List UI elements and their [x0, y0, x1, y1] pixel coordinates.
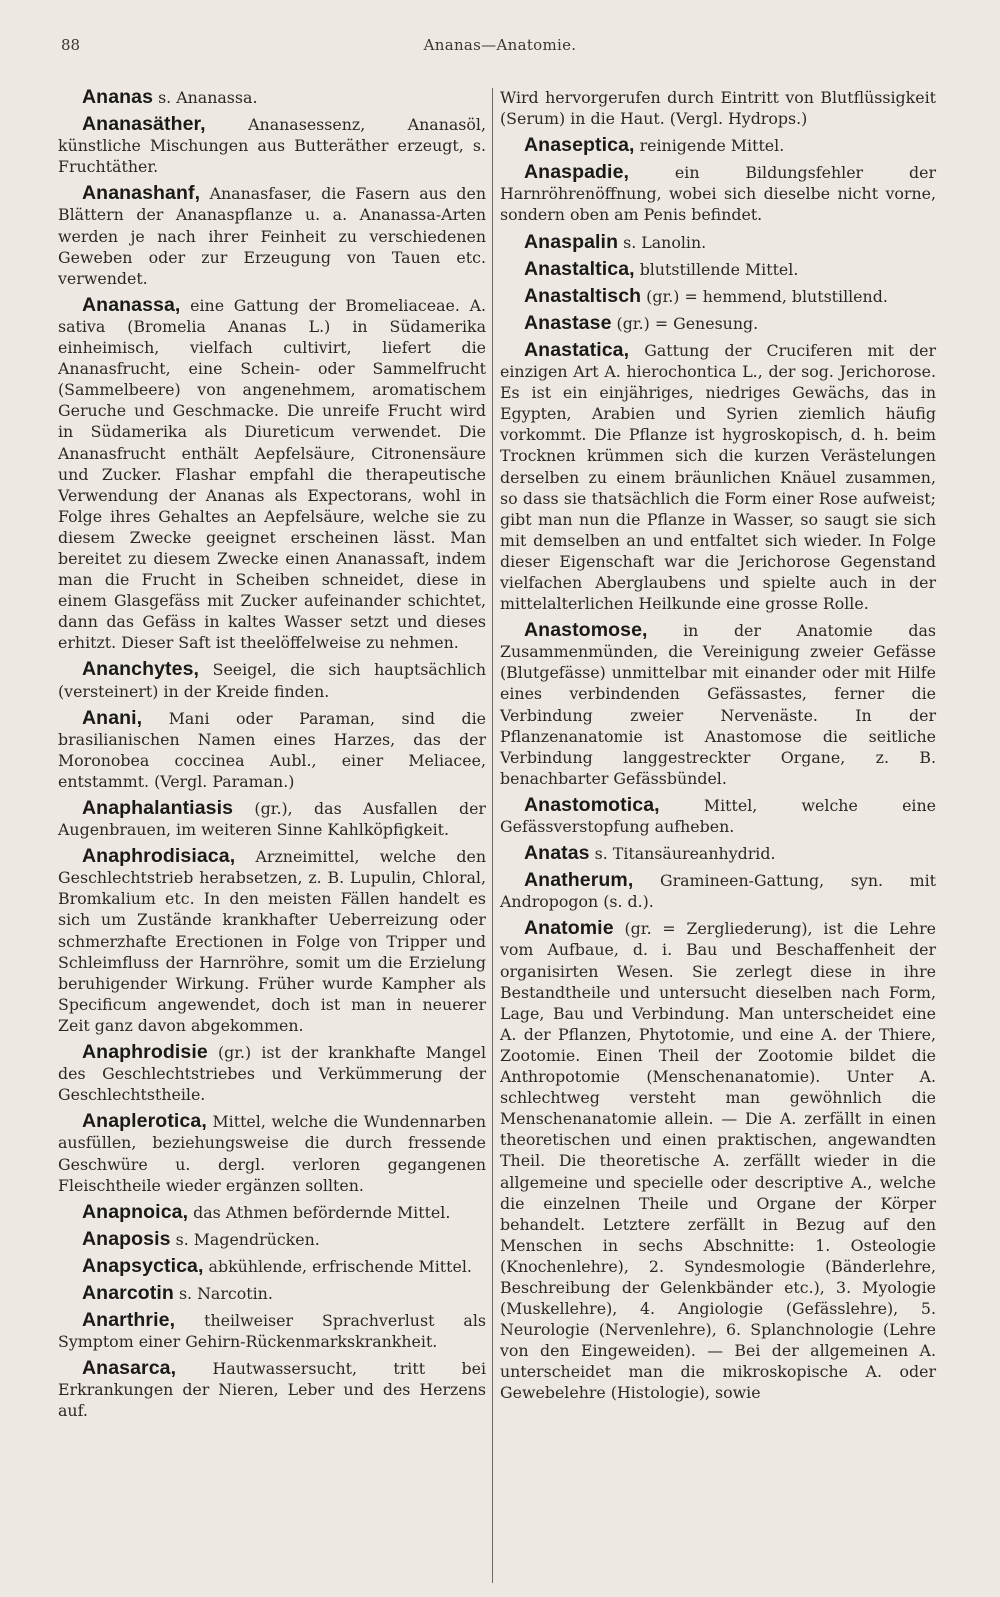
headword: Anaplerotica, [82, 1110, 207, 1133]
entry-text: Mani oder Paraman, sind die brasilianischen Namen eines Harzes, das der Moronobea coccinea Aubl., einer Meliacee, entstammt. (Vergl. Paraman.) [58, 708, 486, 791]
entry-text: Ananasfaser, die Fasern aus den Blättern der Ananaspflanze u. a. Ananassa-Arten werden je nach ihrer Feinheit zu verschiedenen Geweben oder zur Erzeugung von Tauen etc. verwendet. [58, 184, 486, 288]
headword: Anaposis [82, 1227, 171, 1250]
running-header [58, 36, 942, 60]
headword: Ananashanf, [82, 182, 201, 205]
entry-anatomie [500, 918, 936, 1403]
entry-text: (gr. = Zergliederung), ist die Lehre vom Aufbaue, d. i. Bau und Beschaffenheit der organisirten Wesen. Sie zerlegt diese in ihre Bestandtheile und untersucht dieselben nach Form, Lage, Bau und Verbindung. Man unterscheidet eine A. der Pflanzen, Phytotomie, und eine A. der Thiere, Zootomie. Einen Theil der Zootomie bildet die Anthropotomie (Menschenanatomie). Unter A. schlechtweg versteht man gewöhnlich die Menschenanatomie allein. — Die A. zerfällt in einen theoretischen und einen praktischen, angewandten Theil. Die theoretische A. zerfällt wieder in die allgemeine und specielle oder descriptive A., welche die einzelnen Theile und Organe der Körper behandelt. Letztere zerfällt in Bezug auf den Menschen in sechs Abschnitte: 1. Osteologie (Knochenlehre), 2. Syndesmologie (Bänderlehre, Beschreibung der Gelenkbänder etc.), 3. Myologie (Muskellehre), 4. Angiologie (Gefässlehre), 5. Neurologie (Nervenlehre), 6. Splanchnologie (Lehre von den Eingeweiden). — Bei der allgemeinen A. unterscheidet man die mikroskopische A. oder Gewebelehre (Histologie), sowie [500, 919, 936, 1403]
headword: Anaseptica, [524, 134, 635, 157]
headword: Anaphrodisie [82, 1041, 208, 1064]
entry-anasarca-continued [500, 87, 936, 129]
entry-anasarca [58, 1358, 486, 1421]
headword: Anaspalin [524, 230, 619, 253]
headword: Anastaltisch [524, 284, 642, 307]
headword: Ananas [82, 86, 154, 108]
headword: Anani, [82, 706, 143, 729]
headword: Anastomotica, [524, 793, 660, 816]
entry-anaspalin [500, 232, 936, 253]
headword: Anarcotin [82, 1281, 174, 1304]
entry-text: s. Titansäureanhydrid. [589, 844, 776, 864]
entry-text: blutstillende Mittel. [634, 259, 799, 279]
entry-text: reinigende Mittel. [634, 136, 785, 156]
headword: Anastomose, [524, 619, 648, 642]
entry-anaphrodisie [58, 1042, 486, 1105]
headword: Anarthrie, [82, 1309, 176, 1332]
entry-anatherum [500, 870, 936, 912]
entry-text: Arzneimittel, welche den Geschlechtstrieb herabsetzen, z. B. Lupulin, Chloral, Bromkalium etc. In den meisten Fällen handelt es sich um Zustände krankhafter Ueberreizung oder schmerzhafte Erectionen in Folge von Tripper und Schleimfluss der Harnröhre, somit um die Erzielung beruhigender Wirkung. Früher wurde Kampher als Specificum angewendet, doch ist man in neuerer Zeit ganz davon abgekommen. [58, 847, 486, 1035]
entry-text: ein Bildungsfehler der Harnröhrenöffnung, wobei sich dieselbe nicht vorne, sondern oben am Penis befindet. [500, 163, 936, 225]
entry-text: s. Lanolin. [618, 232, 707, 252]
headword: Anapsyctica, [82, 1254, 204, 1277]
headword: Anastatica, [524, 338, 630, 361]
entry-anapsyctica [58, 1256, 486, 1277]
entry-ananchytes [58, 659, 486, 701]
entry-anaposis [58, 1229, 486, 1250]
entry-text: in der Anatomie das Zusammenmünden, die Vereinigung zweier Gefässe (Blutgefässe) unmittelbar mit einander oder mit Hilfe eines verbindenden Gefässastes, ferner die Verbindung zweier Nervenäste. In der Pflanzenanatomie ist Anastomose die seitliche Verbindung langgestreckter Organe, z. B. benachbarter Gefässbündel. [500, 621, 936, 788]
entry-text: Hautwassersucht, tritt bei Erkrankungen der Nieren, Leber und des Herzens auf. [58, 1359, 486, 1421]
entry-text: Mittel, welche eine Gefässverstopfung aufheben. [500, 795, 936, 836]
headword: Anastase [524, 311, 612, 334]
headword: Anasarca, [82, 1357, 177, 1380]
entry-ananassa [58, 295, 486, 654]
entry-text: abkühlende, erfrischende Mittel. [203, 1256, 472, 1276]
entry-text: s. Ananassa. [153, 88, 258, 107]
entry-text: Gattung der Cruciferen mit der einzigen Art A. hierochontica L., der sog. Jerichorose. Es ist ein einjähriges, niedriges Gewächs, das in Egypten, Arabien und Syrien ziemlich häufig vorkommt. Die Pflanze ist hygroskopisch, d. h. beim Trocknen krümmen sich die kurzen Verästelungen derselben zu einem bräunlichen Knäuel zusammen, so dass sie thatsächlich die Form einer Rose aufweist; gibt man nun die Pflanze in Wasser, so saugt sie sich mit demselben an und entfaltet sich wieder. In Folge dieser Eigenschaft war die Jerichorose Gegenstand vielfachen Aberglaubens und spielte auch in der mittelalterlichen Heilkunde eine grosse Rolle. [500, 340, 936, 614]
left-column [58, 87, 486, 1428]
entry-anastomotica [500, 795, 936, 837]
entry-text: Wird hervorgerufen durch Eintritt von Blutflüssigkeit (Serum) in die Haut. (Vergl. Hydrops.) [500, 88, 936, 129]
entry-anaphalantiasis [58, 798, 486, 840]
running-title: Ananas—Anatomie. [423, 36, 577, 54]
entry-anani [58, 708, 486, 792]
entry-anaspadie [500, 162, 936, 225]
column-divider [492, 88, 493, 1583]
entry-anapnoica [58, 1202, 486, 1223]
entry-ananashanf [58, 183, 486, 288]
headword: Anastaltica, [524, 257, 635, 280]
headword: Anatherum, [524, 869, 634, 892]
headword: Anaphalantiasis [82, 797, 234, 819]
headword: Ananchytes, [82, 658, 200, 681]
headword: Ananassa, [82, 293, 181, 316]
entry-anaseptica [500, 135, 936, 156]
entry-text: theilweiser Sprachverlust als Symptom einer Gehirn-Rückenmarkskrankheit. [58, 1311, 486, 1352]
headword: Anaphrodisiaca, [82, 845, 236, 868]
right-column [500, 87, 936, 1410]
entry-anastomose [500, 620, 936, 789]
entry-ananasaether [58, 114, 486, 177]
entry-anaphrodisiaca [58, 846, 486, 1036]
headword: Ananasäther, [82, 113, 206, 136]
headword: Anatas [524, 842, 590, 865]
entry-ananas [58, 87, 486, 108]
entry-text: Seeigel, die sich hauptsächlich (versteinert) in der Kreide finden. [58, 660, 486, 701]
headword: Anatomie [524, 917, 614, 940]
entry-anaplerotica [58, 1111, 486, 1195]
entry-anastase [500, 313, 936, 334]
headword: Anaspadie, [524, 161, 630, 184]
entry-anastaltica [500, 259, 936, 280]
entry-anarthrie [58, 1310, 486, 1352]
page-number: 88 [61, 36, 81, 54]
entry-text: Ananasessenz, Ananasöl, künstliche Mischungen aus Butteräther erzeugt, s. Fruchtäther. [58, 115, 486, 177]
entry-anastaltisch [500, 286, 936, 307]
entry-anastatica [500, 340, 936, 614]
entry-text: s. Narcotin. [173, 1283, 273, 1303]
entry-text: s. Magendrücken. [170, 1229, 320, 1249]
entry-text: (gr.), das Ausfallen der Augenbrauen, im weiteren Sinne Kahlköpfigkeit. [58, 799, 486, 840]
entry-anarcotin [58, 1283, 486, 1304]
entry-text: (gr.) = Genesung. [611, 313, 759, 333]
headword: Anapnoica, [82, 1200, 189, 1223]
entry-text: Mittel, welche die Wundennarben ausfüllen, beziehungsweise die durch fressende Geschwüre u. dergl. verloren gegangenen Fleischtheile wieder ergänzen sollten. [58, 1112, 486, 1195]
entry-anatas [500, 843, 936, 864]
entry-text: das Athmen befördernde Mittel. [188, 1202, 451, 1222]
entry-text: eine Gattung der Bromeliaceae. A. sativa (Bromelia Ananas L.) in Südamerika einheimisch, vielfach cultivirt, liefert die Ananasfrucht, eine Schein- oder Sammelfrucht (Sammelbeere) von angenehmem, aromatischem Geruche und Geschmacke. Die unreife Frucht wird in Südamerika als Diureticum verwendet. Die Ananasfrucht enthält Aepfelsäure, Citronensäure und Zucker. Flashar empfahl die therapeutische Verwendung der Ananas als Expectorans, wohl in Folge ihres Gehaltes an Aepfelsäure, welche sie zu diesem Zwecke geeignet erscheinen lässt. Man bereitet zu diesem Zwecke einen Ananassaft, indem man die Frucht in Scheiben schneidet, diese in einem Glasgefäss mit Zucker aufeinander schichtet, dann das Gefäss in kaltes Wasser setzt und dieses erhitzt. Dieser Saft ist theelöffelweise zu nehmen. [58, 295, 486, 653]
entry-text: (gr.) = hemmend, blutstillend. [641, 286, 888, 306]
entry-text: (gr.) ist der krankhafte Mangel des Geschlechtstriebes und Verkümmerung der Geschlechtstheile. [58, 1043, 486, 1105]
entry-text: Gramineen-Gattung, syn. mit Andropogon (s. d.). [500, 871, 936, 912]
